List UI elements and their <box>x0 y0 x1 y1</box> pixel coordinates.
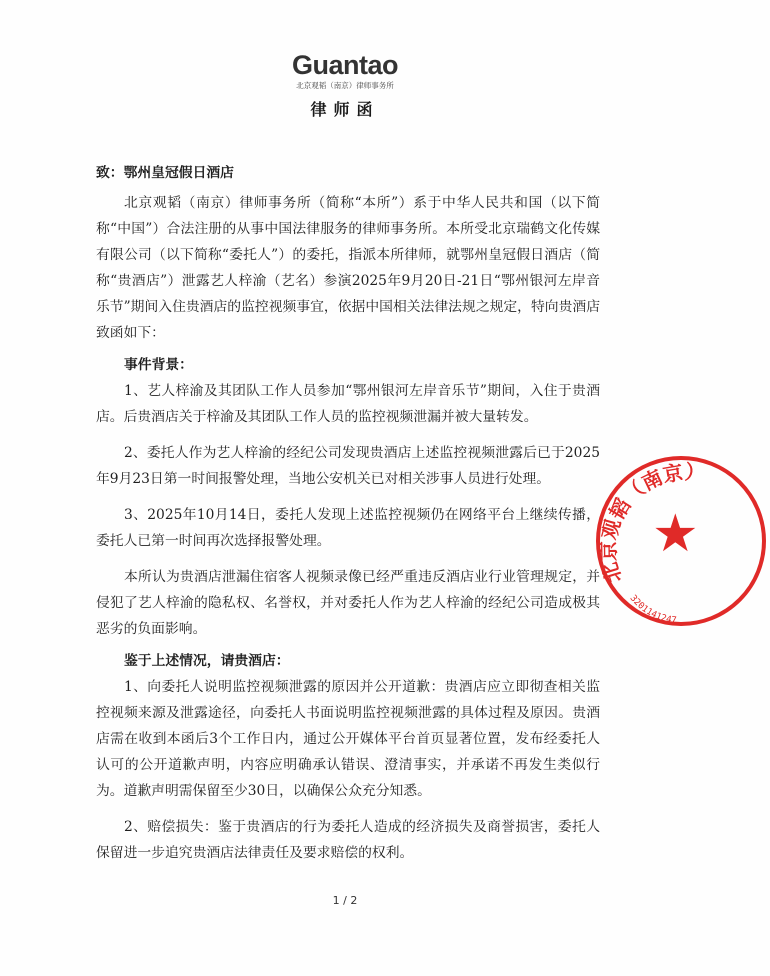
demand-item-2-text: 鉴于贵酒店的行为委托人造成的经济损失及商誉损害，委托人保留进一步追究贵酒店法律责任及要求赔偿的权利。 <box>96 819 601 861</box>
addressee: 致：鄂州皇冠假日酒店 <box>96 165 234 181</box>
seal-name-text: 北京观韬（南京） <box>596 459 707 586</box>
background-heading: 事件背景： <box>124 357 193 373</box>
demand-item-1-text: 贵酒店应立即彻查相关监控视频来源及泄露途径，向委托人书面说明监控视频泄露的具体过程及原因。贵酒店需在收到本函后3个工作日内，通过公开媒体平台首页显著位置，发布经委托人认可的公开道歉声明，内容应明确承认错误、澄清事实，并承诺不再发生类似行为。道歉声明需保留至少30日，以确保公众充分知悉。 <box>96 679 601 799</box>
letter-body <box>96 160 600 866</box>
background-item-1: 1、艺人梓渝及其团队工作人员参加“鄂州银河左岸音乐节”期间，入住于贵酒店。后贵酒店关于梓渝及其团队工作人员的监控视频泄漏并被大量转发。 <box>96 383 600 425</box>
demand-item-2-lead: 2、赔偿损失： <box>124 819 219 835</box>
svg-text:3201141247 <box>628 594 678 627</box>
seal-code-text: 3201141247 <box>627 593 678 627</box>
intro-paragraph: 北京观韬（南京）律师事务所（简称“本所”）系于中华人民共和国（以下简称“中国”）合法注册的从事中国法律服务的律师事务所。本所受北京瑞鹤文化传媒有限公司（以下简称“委托人”）的委托，指派本所律师，就鄂州皇冠假日酒店（简称“贵酒店”）泄露艺人梓渝（艺名）参演2025年9月20日-21日“鄂州银河左岸音乐节”期间入住贵酒店的监控视频事宜，依据中国相关法律法规之规定，特向贵酒店致函如下： <box>96 195 600 341</box>
svg-text:北京观韬（南京） <box>596 460 706 586</box>
opinion-paragraph: 本所认为贵酒店泄漏住宿客人视频录像已经严重违反酒店业行业管理规定，并侵犯了艺人梓渝的隐私权、名誉权，并对委托人作为艺人梓渝的经纪公司造成极其恶劣的负面影响。 <box>96 569 600 637</box>
demand-item-1 <box>96 674 600 804</box>
demands-heading: 鉴于上述情况，请贵酒店： <box>124 653 290 669</box>
seal-star-icon: ★ <box>652 504 699 564</box>
background-item-2: 2、委托人作为艺人梓渝的经纪公司发现贵酒店上述监控视频泄露后已于2025年9月23日第一时间报警处理，当地公安机关已对相关涉事人员进行处理。 <box>96 445 600 487</box>
seal-lettering <box>596 459 770 630</box>
logo-subtitle: 北京观韬（南京）律师事务所 <box>296 81 394 90</box>
document-title: 律师函 <box>310 100 380 119</box>
demand-item-2 <box>96 814 600 866</box>
page-number: 1 / 2 <box>332 894 358 907</box>
demand-item-1-lead: 1、向委托人说明监控视频泄露的原因并公开道歉： <box>124 679 445 695</box>
logo-wordmark: Guantao <box>291 50 398 80</box>
law-firm-seal <box>596 456 766 626</box>
firm-logo <box>0 50 690 92</box>
background-item-3: 3、2025年10月14日，委托人发现上述监控视频仍在网络平台上继续传播，委托人已第一时间再次选择报警处理。 <box>96 507 600 549</box>
